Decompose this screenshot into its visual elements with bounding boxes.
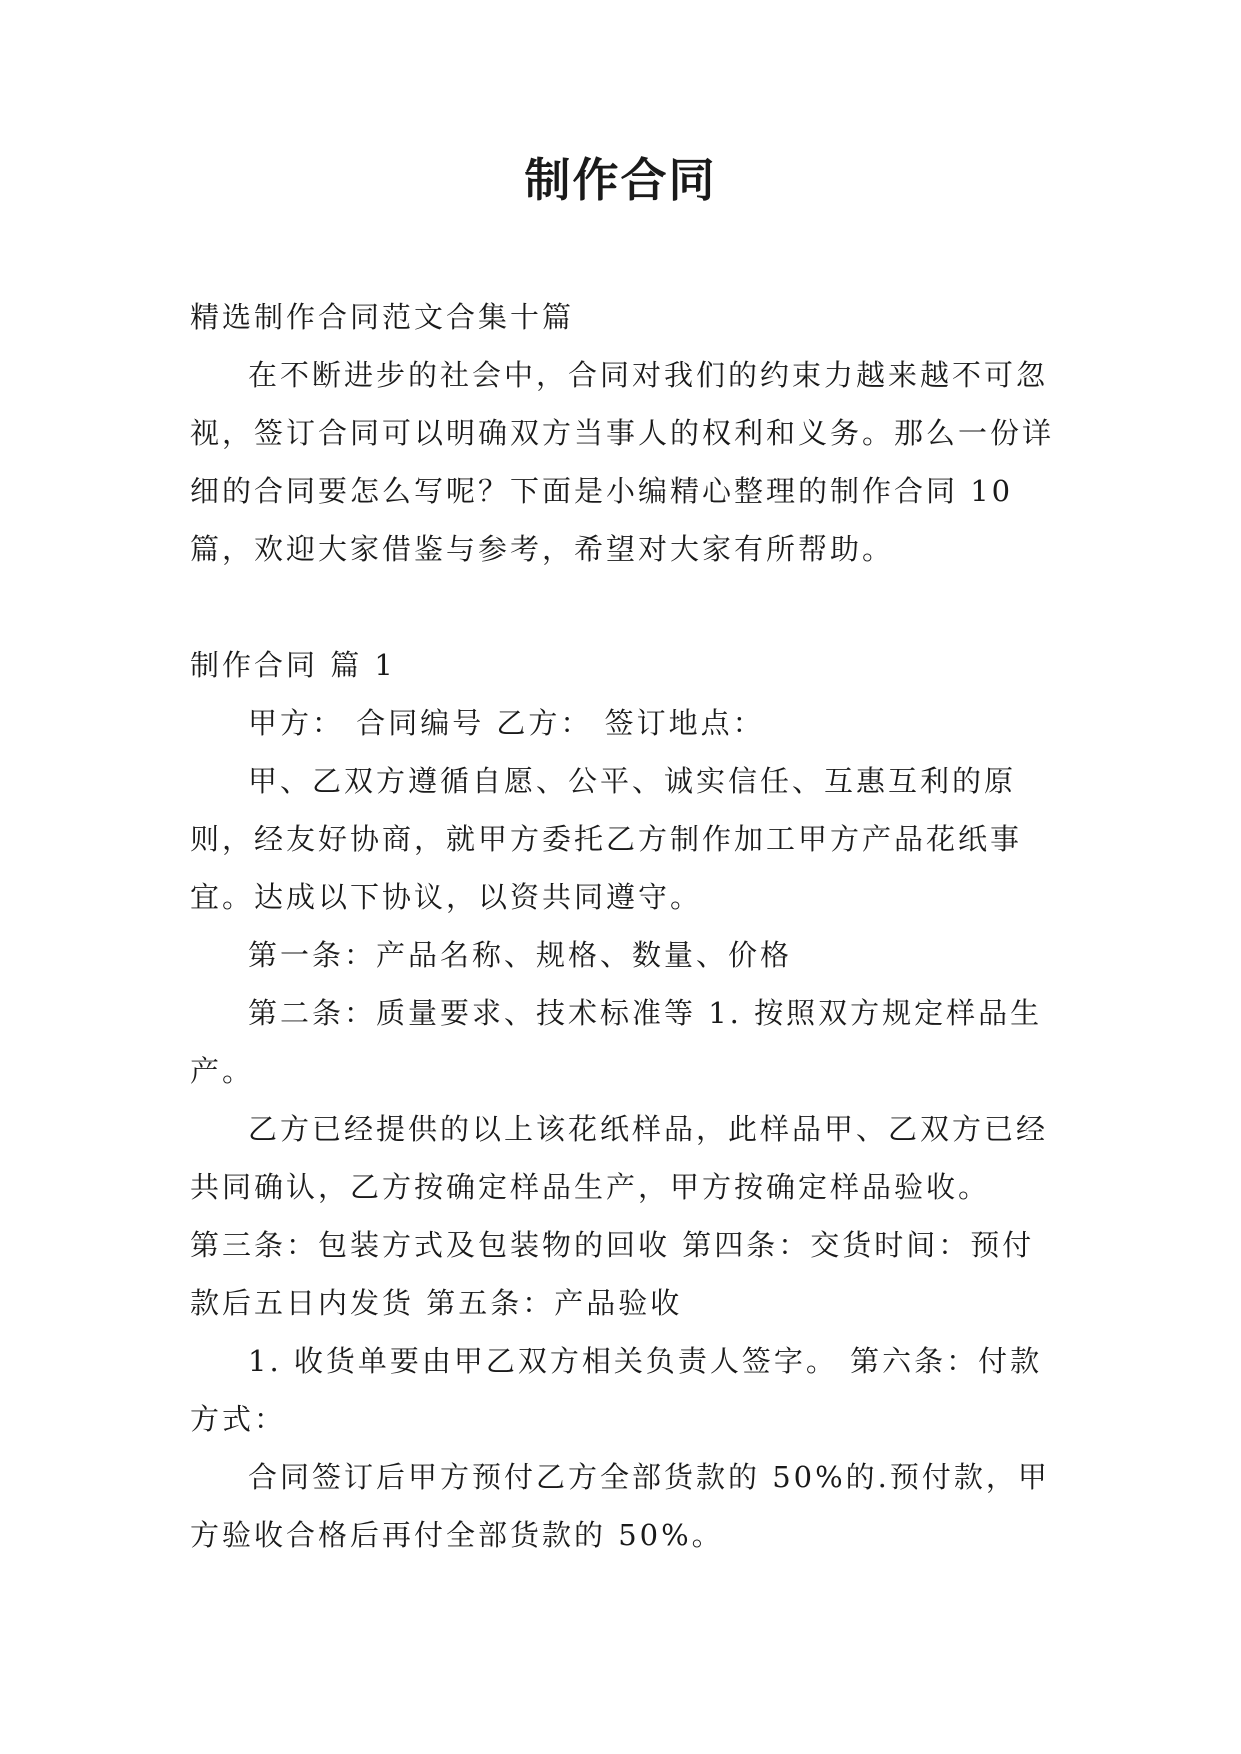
contract-paragraph: 甲、乙双方遵循自愿、公平、诚实信任、互惠互利的原则，经友好协商，就甲方委托乙方制作加工甲方产品花纸事宜。达成以下协议，以资共同遵守。 — [190, 764, 1023, 914]
intro-paragraph: 在不断进步的社会中，合同对我们的约束力越来越不可忽视，签订合同可以明确双方当事人的权利和义务。那么一份详细的合同要怎么写呢？下面是小编精心整理的制作合同 10 篇，欢迎大家借鉴与参考，希望对大家有所帮助。 — [190, 358, 1055, 566]
document-subtitle: 精选制作合同范文合集十篇 — [190, 300, 575, 334]
contract-article-2: 第二条：质量要求、技术标准等 1. 按照双方规定样品生产。 — [190, 996, 1043, 1088]
section-spacer — [190, 578, 1056, 636]
section-heading: 制作合同 篇 1 — [190, 648, 396, 682]
contract-article-1: 第一条：产品名称、规格、数量、价格 — [248, 938, 793, 972]
contract-paragraph: 乙方已经提供的以上该花纸样品，此样品甲、乙双方已经共同确认，乙方按确定样品生产，甲方按确定样品验收。 — [190, 1112, 1049, 1204]
document-title: 制作合同 — [524, 153, 717, 207]
contract-articles-3-5: 第三条：包装方式及包装物的回收 第四条：交货时间：预付款后五日内发货 第五条：产品验收 — [190, 1228, 1035, 1320]
contract-article-6: 1. 收货单要由甲乙双方相关负责人签字。 第六条：付款方式： — [190, 1344, 1043, 1436]
contract-payment-paragraph: 合同签订后甲方预付乙方全部货款的 50%的.预付款，甲方验收合格后再付全部货款的 50%。 — [190, 1460, 1050, 1552]
document-body — [190, 288, 1056, 1564]
contract-parties-line: 甲方： 合同编号 乙方： 签订地点： — [248, 706, 765, 740]
